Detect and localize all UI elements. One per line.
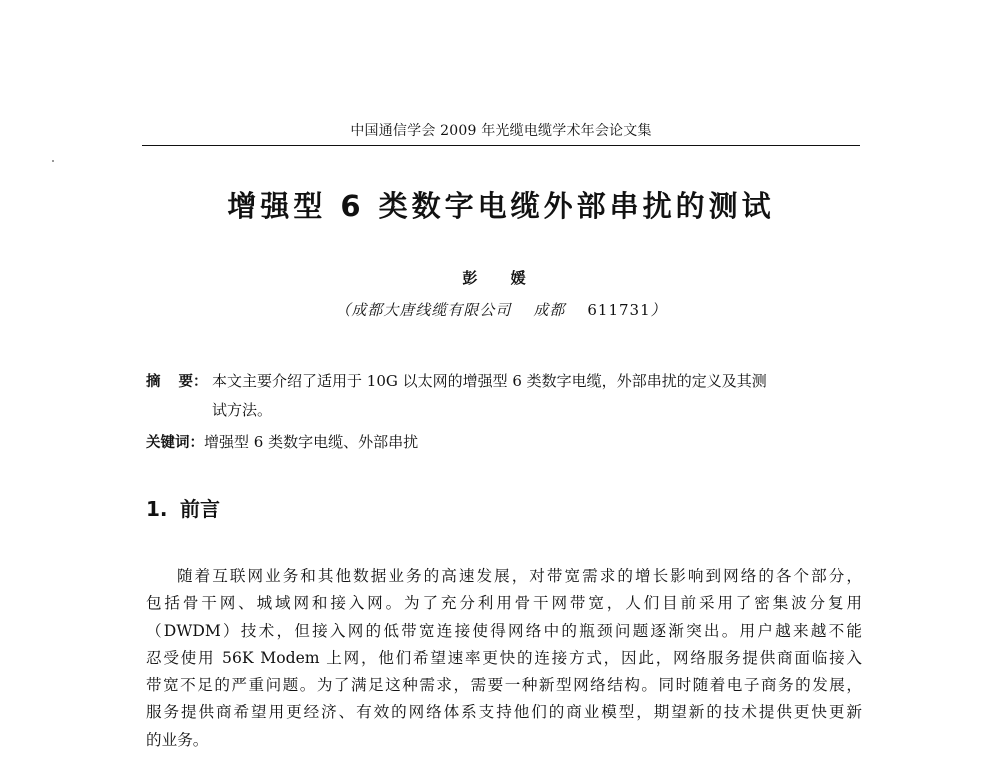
abstract bbox=[146, 367, 862, 424]
section-body-paragraph bbox=[146, 563, 862, 754]
affiliation-city: 成都 bbox=[533, 301, 566, 319]
affiliation-open-paren: （ bbox=[335, 301, 352, 319]
abstract-line-1 bbox=[146, 367, 862, 396]
paragraph-line: 服务提供商希望用更经济、有效的网络体系支持他们的商业模型，期望新的技术提供更快更新 bbox=[146, 703, 862, 722]
abstract-text-1: 本文主要介绍了适用于 10G 以太网的增强型 6 类数字电缆，外部串扰的定义及其测 bbox=[212, 372, 767, 390]
keywords bbox=[146, 428, 862, 457]
keywords-value: 增强型 6 类数字电缆、外部串扰 bbox=[204, 433, 419, 451]
affiliation-organization: 成都大唐线缆有限公司 bbox=[351, 301, 512, 319]
author-affiliation bbox=[142, 300, 860, 320]
affiliation-close-paren: ） bbox=[650, 301, 667, 319]
section-heading-introduction bbox=[146, 495, 220, 523]
paragraph-line-truncated: 的业务。 bbox=[146, 730, 209, 749]
header-rule bbox=[142, 145, 860, 146]
author-name: 彭 媛 bbox=[462, 269, 540, 287]
abstract-line-2: 试方法。 bbox=[212, 401, 273, 419]
affiliation-postcode: 611731 bbox=[587, 301, 651, 319]
abstract-label: 摘 要： bbox=[146, 374, 208, 390]
paper-title: 增强型 6 类数字电缆外部串扰的测试 bbox=[227, 189, 775, 223]
section-number: 1. bbox=[146, 497, 168, 521]
paragraph-line: （DWDM）技术，但接入网的低带宽连接使得网络中的瓶颈问题逐渐突出。用户越来越不能 bbox=[146, 621, 862, 640]
paragraph-line: 随着互联网业务和其他数据业务的高速发展，对带宽需求的增长影响到网络的各个部分， bbox=[177, 567, 862, 585]
paragraph-line: 忍受使用 56K Modem 上网，他们希望速率更快的连接方式，因此，网络服务提供商面临接入 bbox=[146, 648, 862, 667]
running-header: 中国通信学会 2009 年光缆电缆学术年会论文集 bbox=[350, 123, 652, 139]
section-title: 前言 bbox=[180, 497, 220, 521]
paragraph-line: 带宽不足的严重问题。为了满足这种需求，需要一种新型网络结构。同时随着电子商务的发展， bbox=[146, 676, 862, 695]
keywords-label: 关键词： bbox=[146, 435, 204, 451]
scan-artifact-dot bbox=[52, 160, 54, 162]
paragraph-line: 包括骨干网、城域网和接入网。为了充分利用骨干网带宽，人们目前采用了密集波分复用 bbox=[146, 594, 862, 613]
